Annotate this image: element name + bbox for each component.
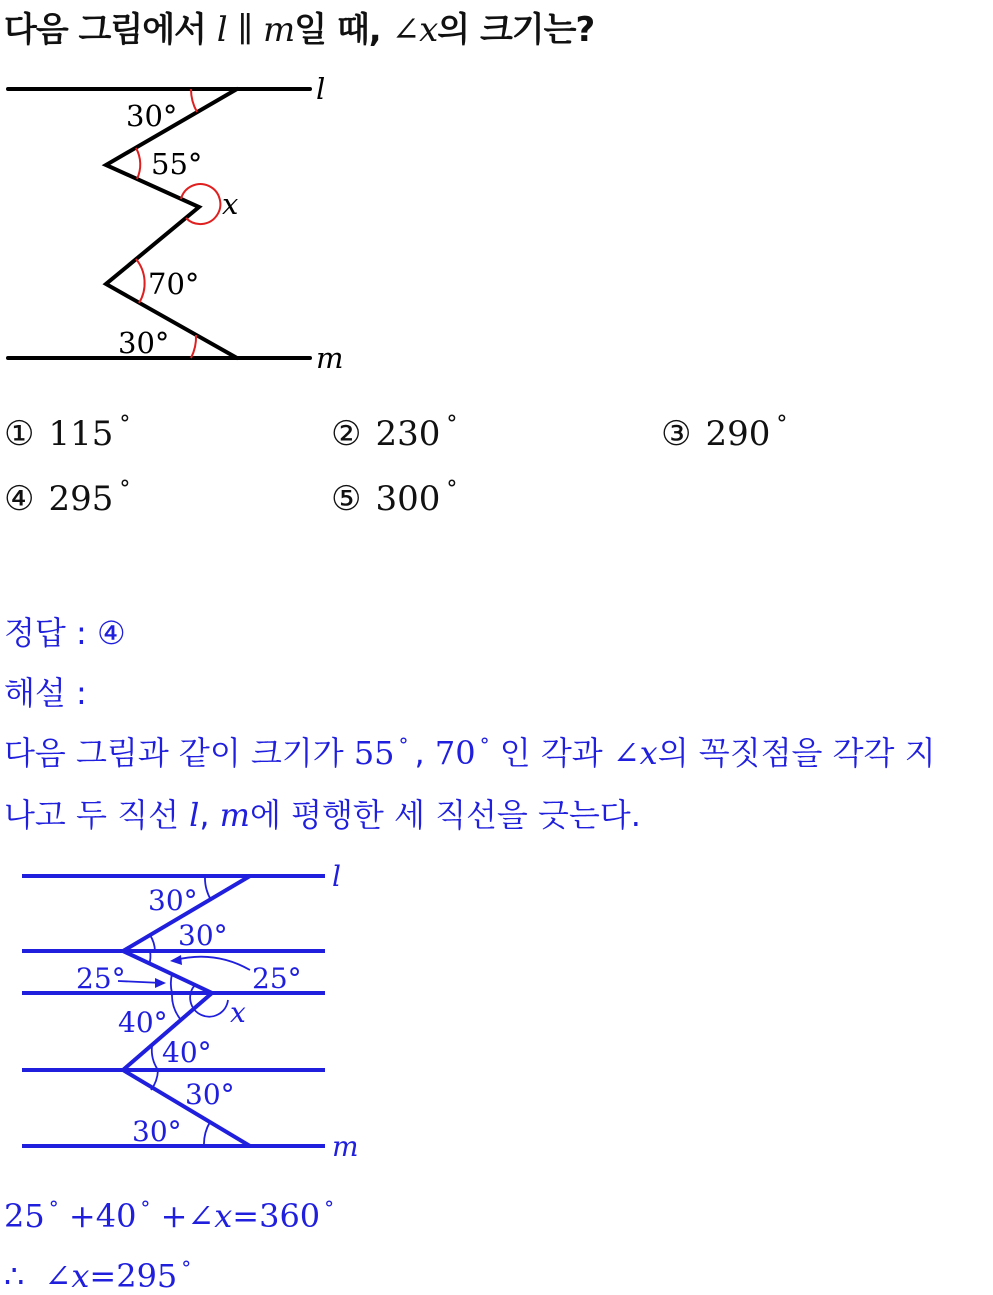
choice-4[interactable]: ④ 295 ° [4, 477, 131, 519]
arc-30-bottom [191, 335, 196, 358]
figure-zigzag [0, 60, 370, 380]
parallel-symbol: ∥ [237, 10, 253, 50]
label-25-right: 25° [252, 962, 302, 995]
choice-1[interactable]: ① 115 ° [4, 412, 131, 454]
arc-f [152, 1046, 158, 1070]
equation-2: ∴ ∠x=295 ° [4, 1256, 192, 1295]
label-angle-30-bottom: 30° [118, 326, 170, 360]
label-l-2: l [332, 860, 341, 893]
choice-2[interactable]: ② 230 ° [331, 412, 458, 454]
label-30-b: 30° [178, 919, 228, 952]
line-m-symbol: m [263, 10, 295, 50]
question-title [4, 2, 594, 51]
x-symbol: x [419, 10, 438, 50]
label-x-2: x [230, 996, 246, 1029]
explanation-line-1: 다음 그림과 같이 크기가 55 ° , 70 ° 인 각과 ∠x의 꼭짓점을 각각 지 [4, 733, 936, 772]
explanation-line-2: 나고 두 직선 l, m에 평행한 세 직선을 긋는다. [4, 796, 641, 834]
explanation-label: 해설 : [4, 674, 87, 712]
question-suffix: 의 크기는? [437, 10, 595, 50]
answer-label: 정답 : ④ [4, 614, 126, 652]
arrowhead-2 [170, 955, 182, 965]
label-30-a: 30° [148, 884, 198, 917]
arc-70 [136, 259, 145, 303]
label-30-c: 30° [185, 1078, 235, 1111]
label-m-2: m [332, 1130, 359, 1160]
label-30-d: 30° [132, 1115, 182, 1148]
figure-explanation [0, 855, 380, 1160]
arc-55 [136, 148, 140, 179]
arc-c [149, 951, 150, 965]
label-l: l [316, 72, 326, 106]
angle-symbol: ∠ [391, 10, 420, 50]
arc-x [181, 184, 220, 224]
arc-30-top [191, 89, 197, 112]
label-x: x [222, 187, 239, 221]
arc-h [204, 1122, 210, 1146]
label-40-b: 40° [162, 1036, 212, 1069]
question-mid: 일 때, [294, 10, 381, 50]
question-prefix: 다음 그림에서 [4, 10, 206, 50]
arc-d [171, 974, 172, 993]
label-25-left: 25° [76, 962, 126, 995]
choice-5[interactable]: ⑤ 300 ° [331, 477, 458, 519]
label-m: m [316, 341, 344, 375]
label-angle-30-top: 30° [126, 99, 178, 133]
label-angle-70: 70° [148, 267, 200, 301]
arrowhead-1 [155, 978, 166, 988]
arrow-right-25 [175, 957, 250, 970]
label-angle-55: 55° [151, 147, 203, 181]
arc-a [205, 876, 211, 900]
label-40-a: 40° [118, 1006, 168, 1039]
arc-e [172, 993, 181, 1020]
choice-3[interactable]: ③ 290 ° [661, 412, 788, 454]
line-l-symbol: l [216, 10, 227, 50]
equation-1: 25 ° +40 ° +∠x=360 ° [4, 1196, 335, 1235]
arc-b [150, 935, 155, 951]
